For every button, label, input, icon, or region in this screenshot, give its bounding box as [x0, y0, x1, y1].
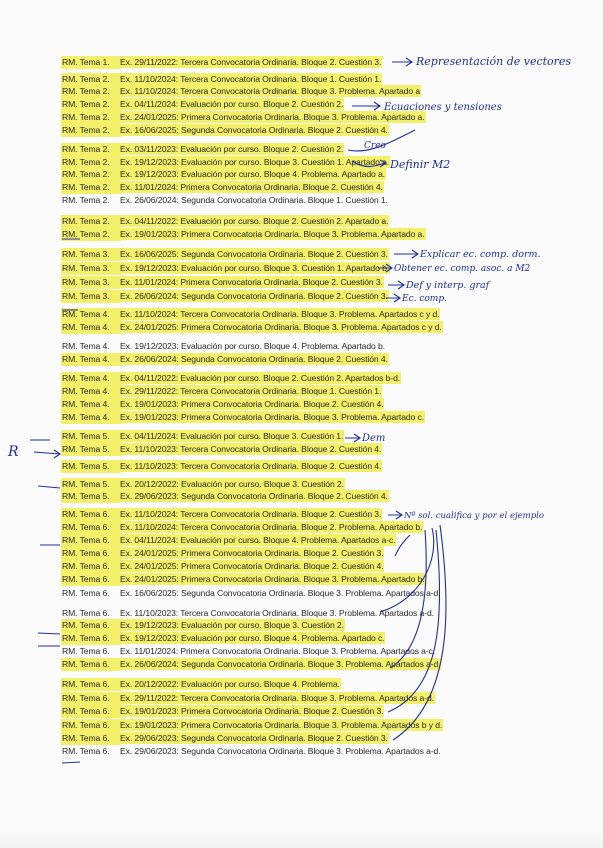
- exam-row: [62, 535, 395, 546]
- exam-row: [62, 588, 440, 599]
- exam-row: [62, 574, 425, 585]
- exam-row: [62, 229, 425, 240]
- exam-row: [62, 431, 343, 442]
- exam-row: [62, 86, 420, 97]
- arrow-1: [392, 58, 412, 66]
- annotation-7: Def y interp. graf: [406, 280, 490, 291]
- exam-row: [62, 522, 422, 533]
- row-tema: RM. Tema 5.: [62, 431, 120, 442]
- row-tema: RM. Tema 1.: [62, 57, 120, 68]
- row-exam: Ex. 29/11/2022: Tercera Convocatoria Ordinaria. Bloque 1. Cuestión 1.: [120, 386, 382, 396]
- row-exam: Ex. 29/11/2022: Tercera Convocatoria Ordinaria. Bloque 2. Cuestión 3.: [120, 57, 382, 67]
- dash-2: [38, 486, 60, 488]
- row-tema: RM. Tema 2.: [62, 182, 120, 193]
- row-tema: RM. Tema 4.: [62, 399, 120, 410]
- exam-row: [62, 509, 381, 520]
- row-exam: Ex. 19/12/2023: Evaluación por curso. Bloque 3. Cuestión 2.: [120, 620, 344, 630]
- row-exam: Ex. 29/06/2023: Segunda Convocatoria Ordinaria. Bloque 3. Problema. Apartados a-d.: [120, 746, 441, 756]
- arrow-8: [345, 434, 360, 442]
- row-tema: RM. Tema 2.: [62, 157, 120, 168]
- row-tema: RM. Tema 6.: [62, 693, 120, 704]
- row-exam: Ex. 04/11/2022: Evaluación por curso. Bloque 2. Cuestión 2. Apartado a.: [120, 216, 389, 226]
- row-tema: RM. Tema 6.: [62, 535, 120, 546]
- row-exam: Ex. 04/11/2024: Evaluación por curso. Bloque 4. Problema. Apartados a-c.: [120, 535, 396, 545]
- exam-row: [62, 182, 383, 193]
- annotation-8: Ec. comp.: [402, 294, 447, 304]
- arrow-7: [386, 294, 400, 302]
- row-exam: Ex. 19/12/2023: Evaluación por curso. Bloque 3. Cuestión 1. Apartado a.: [120, 157, 390, 167]
- exam-row: [62, 341, 385, 352]
- arrow-10: [388, 511, 402, 519]
- row-exam: Ex. 11/10/2023: Tercera Convocatoria Ordinaria. Bloque 2. Cuestión 4.: [120, 461, 382, 471]
- exam-row: [62, 291, 388, 302]
- exam-row: [62, 706, 383, 717]
- exam-row: [62, 479, 344, 490]
- row-tema: RM. Tema 6.: [62, 720, 120, 731]
- row-exam: Ex. 16/06/2025: Segunda Convocatoria Ordinaria. Bloque 2. Cuestión 4.: [120, 125, 388, 135]
- exam-row: [62, 125, 388, 136]
- exam-row: [62, 373, 400, 384]
- row-tema: RM. Tema 2.: [62, 86, 120, 97]
- exam-row: [62, 659, 440, 670]
- row-tema: RM. Tema 3.: [62, 263, 120, 274]
- row-tema: RM. Tema 3.: [62, 291, 120, 302]
- row-exam: Ex. 11/01/2024: Primera Convocatoria Ordinaria. Bloque 3. Problema. Apartados a-c.: [120, 646, 436, 656]
- annotation-11: Nº sol. cualifica y por el ejemplo: [404, 511, 544, 521]
- annotation-3: Creo: [364, 141, 386, 151]
- exam-row: [62, 720, 442, 731]
- row-exam: Ex. 24/01/2025: Primera Convocatoria Ordinaria. Bloque 3. Problema. Apartado a.: [120, 112, 425, 122]
- exam-row: [62, 195, 388, 206]
- row-exam: Ex. 11/10/2024: Tercera Convocatoria Ordinaria. Bloque 2. Problema. Apartado b.: [120, 522, 423, 532]
- row-tema: RM. Tema 4.: [62, 354, 120, 365]
- row-exam: Ex. 16/06/2025: Segunda Convocatoria Ordinaria. Bloque 3. Problema. Apartados a-d.: [120, 588, 441, 598]
- row-tema: RM. Tema 2.: [62, 112, 120, 123]
- row-tema: RM. Tema 6.: [62, 548, 120, 559]
- scan-shadow: [0, 830, 603, 848]
- row-exam: Ex. 26/06/2024: Segunda Convocatoria Ordinaria. Bloque 1. Cuestión 1.: [120, 195, 388, 205]
- exam-row: [62, 679, 340, 690]
- exam-row: [62, 322, 442, 333]
- arrow-4: [394, 250, 418, 258]
- connector-3: [395, 535, 410, 556]
- exam-row: [62, 157, 389, 168]
- row-tema: RM. Tema 4.: [62, 386, 120, 397]
- row-exam: Ex. 04/11/2024: Evaluación por curso. Bloque 3. Cuestión 1.: [120, 431, 344, 441]
- row-exam: Ex. 19/12/2023: Evaluación por curso. Bloque 4. Problema. Apartado a.: [120, 169, 385, 179]
- row-exam: Ex. 19/01/2023: Primera Convocatoria Ordinaria. Bloque 3. Problema. Apartado c.: [120, 412, 425, 422]
- tick-6: [62, 762, 80, 763]
- exam-row: [62, 646, 435, 657]
- row-tema: RM. Tema 6.: [62, 561, 120, 572]
- row-exam: Ex. 19/01/2023: Primera Convocatoria Ordinaria. Bloque 3. Problema. Apartado a.: [120, 229, 425, 239]
- row-exam: Ex. 04/11/2022: Evaluación por curso. Bloque 2. Cuestión 2. Apartados b-d.: [120, 373, 401, 383]
- row-tema: RM. Tema 4.: [62, 341, 110, 351]
- row-tema: RM. Tema 6.: [62, 608, 110, 618]
- row-exam: Ex. 24/01/2025: Primera Convocatoria Ordinaria. Bloque 3. Problema. Apartados c y d.: [120, 322, 442, 332]
- arrow-9: [34, 450, 60, 458]
- exam-row: [62, 99, 343, 110]
- row-tema: RM. Tema 3.: [62, 277, 120, 288]
- row-exam: Ex. 11/01/2024: Primera Convocatoria Ordinaria. Bloque 2. Cuestión 3.: [120, 277, 383, 287]
- row-exam: Ex. 19/01/2023: Primera Convocatoria Ordinaria. Bloque 2. Cuestión 4.: [120, 399, 384, 409]
- exam-row: [62, 216, 388, 227]
- exam-row: [62, 633, 384, 644]
- annotation-4: Definir M2: [390, 158, 451, 171]
- exam-row: [62, 144, 343, 155]
- annotation-9: Dem: [362, 433, 386, 444]
- row-exam: Ex. 26/06/2024: Segunda Convocatoria Ordinaria. Bloque 2. Cuestión 3.: [120, 291, 388, 301]
- tick-4: [38, 633, 60, 634]
- row-exam: Ex. 03/11/2023: Evaluación por curso. Bloque 2. Cuestión 2.: [120, 144, 344, 154]
- row-exam: Ex. 19/12/2023: Evaluación por curso. Bloque 4. Problema. Apartado b.: [120, 341, 385, 351]
- connector-5: [388, 530, 440, 712]
- exam-row: [62, 112, 425, 123]
- row-tema: RM. Tema 5.: [62, 461, 120, 472]
- exam-row: [62, 412, 424, 423]
- arrow-6: [388, 281, 404, 289]
- exam-row: [62, 263, 389, 274]
- row-exam: Ex. 11/01/2024: Primera Convocatoria Ordinaria. Bloque 2. Cuestión 4.: [120, 182, 383, 192]
- annotation-6: Obtener ec. comp. asoc. a M2: [394, 264, 531, 274]
- row-tema: RM. Tema 5.: [62, 479, 120, 490]
- row-tema: RM. Tema 4.: [62, 373, 120, 384]
- row-exam: Ex. 16/06/2025: Segunda Convocatoria Ordinaria. Bloque 2. Cuestión 3.: [120, 249, 388, 259]
- row-tema: RM. Tema 6.: [62, 509, 120, 520]
- exam-row: [62, 620, 344, 631]
- exam-row: [62, 733, 388, 744]
- annotation-10: R: [8, 444, 19, 460]
- row-tema: RM. Tema 6.: [62, 659, 120, 670]
- exam-row: [62, 354, 388, 365]
- exam-row: [62, 169, 385, 180]
- exam-row: [62, 277, 383, 288]
- row-exam: Ex. 11/10/2024: Tercera Convocatoria Ordinaria. Bloque 1. Cuestión 1.: [120, 74, 382, 84]
- annotation-1: Representación de vectores: [416, 55, 572, 68]
- annotation-5: Explicar ec. comp. dorm.: [420, 249, 541, 260]
- row-tema: RM. Tema 5.: [62, 444, 120, 455]
- row-exam: Ex. 11/10/2024: Tercera Convocatoria Ordinaria. Bloque 2. Cuestión 3.: [120, 509, 382, 519]
- row-tema: RM. Tema 3.: [62, 249, 120, 260]
- row-tema: RM. Tema 6.: [62, 574, 120, 585]
- exam-row: [62, 461, 381, 472]
- exam-row: [62, 249, 388, 260]
- row-tema: RM. Tema 2.: [62, 169, 120, 180]
- row-exam: Ex. 19/12/2023: Evaluación por curso. Bloque 4. Problema. Apartado c.: [120, 633, 385, 643]
- exam-row: [62, 491, 388, 502]
- exam-row: [62, 693, 434, 704]
- row-exam: Ex. 26/06/2024: Segunda Convocatoria Ordinaria. Bloque 2. Cuestión 4.: [120, 354, 388, 364]
- exam-row: [62, 444, 381, 455]
- row-tema: RM. Tema 6.: [62, 633, 120, 644]
- row-tema: RM. Tema 2.: [62, 125, 120, 136]
- row-exam: Ex. 11/10/2023: Tercera Convocatoria Ordinaria. Bloque 2. Cuestión 4.: [120, 444, 382, 454]
- annotation-2: Ecuaciones y tensiones: [384, 102, 502, 113]
- row-tema: RM. Tema 6.: [62, 620, 120, 631]
- row-tema: RM. Tema 5.: [62, 491, 120, 502]
- row-exam: Ex. 11/10/2024: Tercera Convocatoria Ordinaria. Bloque 3. Problema. Apartados c y d.: [120, 309, 440, 319]
- row-exam: Ex. 29/06/2023: Segunda Convocatoria Ordinaria. Bloque 2. Cuestión 3.: [120, 733, 388, 743]
- exam-row: [62, 386, 381, 397]
- exam-row: [62, 399, 383, 410]
- arrow-2: [352, 102, 380, 110]
- row-tema: RM. Tema 6.: [62, 733, 120, 744]
- row-tema: RM. Tema 2.: [62, 99, 120, 110]
- exam-row: [62, 57, 381, 68]
- row-tema: RM. Tema 4.: [62, 412, 120, 423]
- exam-row: [62, 548, 383, 559]
- row-exam: Ex. 20/12/2022: Evaluación por curso. Bloque 4. Problema.: [120, 679, 340, 689]
- row-exam: Ex. 26/06/2024: Segunda Convocatoria Ordinaria. Bloque 3. Problema. Apartados a-d.: [120, 659, 441, 669]
- row-exam: Ex. 19/01/2023: Primera Convocatoria Ordinaria. Bloque 2. Cuestión 3.: [120, 706, 384, 716]
- row-exam: Ex. 29/06/2023: Segunda Convocatoria Ordinaria. Bloque 2. Cuestión 4.: [120, 491, 388, 501]
- exam-row: [62, 74, 381, 85]
- row-exam: Ex. 24/01/2025: Primera Convocatoria Ordinaria. Bloque 3. Problema. Apartado b.: [120, 574, 425, 584]
- row-exam: Ex. 11/10/2024: Tercera Convocatoria Ordinaria. Bloque 3. Problema. Apartado a: [120, 86, 421, 96]
- row-tema: RM. Tema 6.: [62, 746, 110, 756]
- row-tema: RM. Tema 6.: [62, 646, 110, 656]
- exam-row: [62, 309, 439, 320]
- row-tema: RM. Tema 6.: [62, 522, 120, 533]
- row-exam: Ex. 19/12/2023: Evaluación por curso. Bloque 3. Cuestión 1. Apartado b.: [120, 263, 390, 273]
- row-tema: RM. Tema 2.: [62, 74, 120, 85]
- row-tema: RM. Tema 6.: [62, 679, 120, 690]
- row-tema: RM. Tema 4.: [62, 322, 120, 333]
- row-exam: Ex. 24/01/2025: Primera Convocatoria Ordinaria. Bloque 2. Cuestión 3.: [120, 548, 384, 558]
- row-exam: Ex. 04/11/2024: Evaluación por curso. Bloque 2. Cuestión 2.: [120, 99, 344, 109]
- row-tema: RM. Tema 2.: [62, 144, 120, 155]
- exam-row: [62, 608, 434, 619]
- exam-row: [62, 746, 440, 757]
- row-tema: RM. Tema 6.: [62, 588, 110, 598]
- row-tema: RM. Tema 6.: [62, 706, 120, 717]
- row-tema: RM. Tema 2.: [62, 195, 110, 205]
- row-tema: RM. Tema 4.: [62, 309, 120, 320]
- row-exam: Ex. 20/12/2022: Evaluación por curso. Bloque 3. Cuestión 2.: [120, 479, 344, 489]
- row-exam: Ex. 29/11/2022: Tercera Convocatoria Ordinaria. Bloque 3. Problema. Apartados a-d.: [120, 693, 434, 703]
- row-tema: RM. Tema 2.: [62, 229, 120, 240]
- row-exam: Ex. 11/10/2023: Tercera Convocatoria Ordinaria. Bloque 3. Problema. Apartados a-d.: [120, 608, 434, 618]
- row-tema: RM. Tema 2.: [62, 216, 120, 227]
- connector-1: [393, 525, 446, 740]
- row-exam: Ex. 24/01/2025: Primera Convocatoria Ordinaria. Bloque 2. Cuestión 4.: [120, 561, 384, 571]
- exam-row: [62, 561, 383, 572]
- row-exam: Ex. 19/01/2023: Primera Convocatoria Ordinaria. Bloque 3. Problema. Apartados b y d.: [120, 720, 443, 730]
